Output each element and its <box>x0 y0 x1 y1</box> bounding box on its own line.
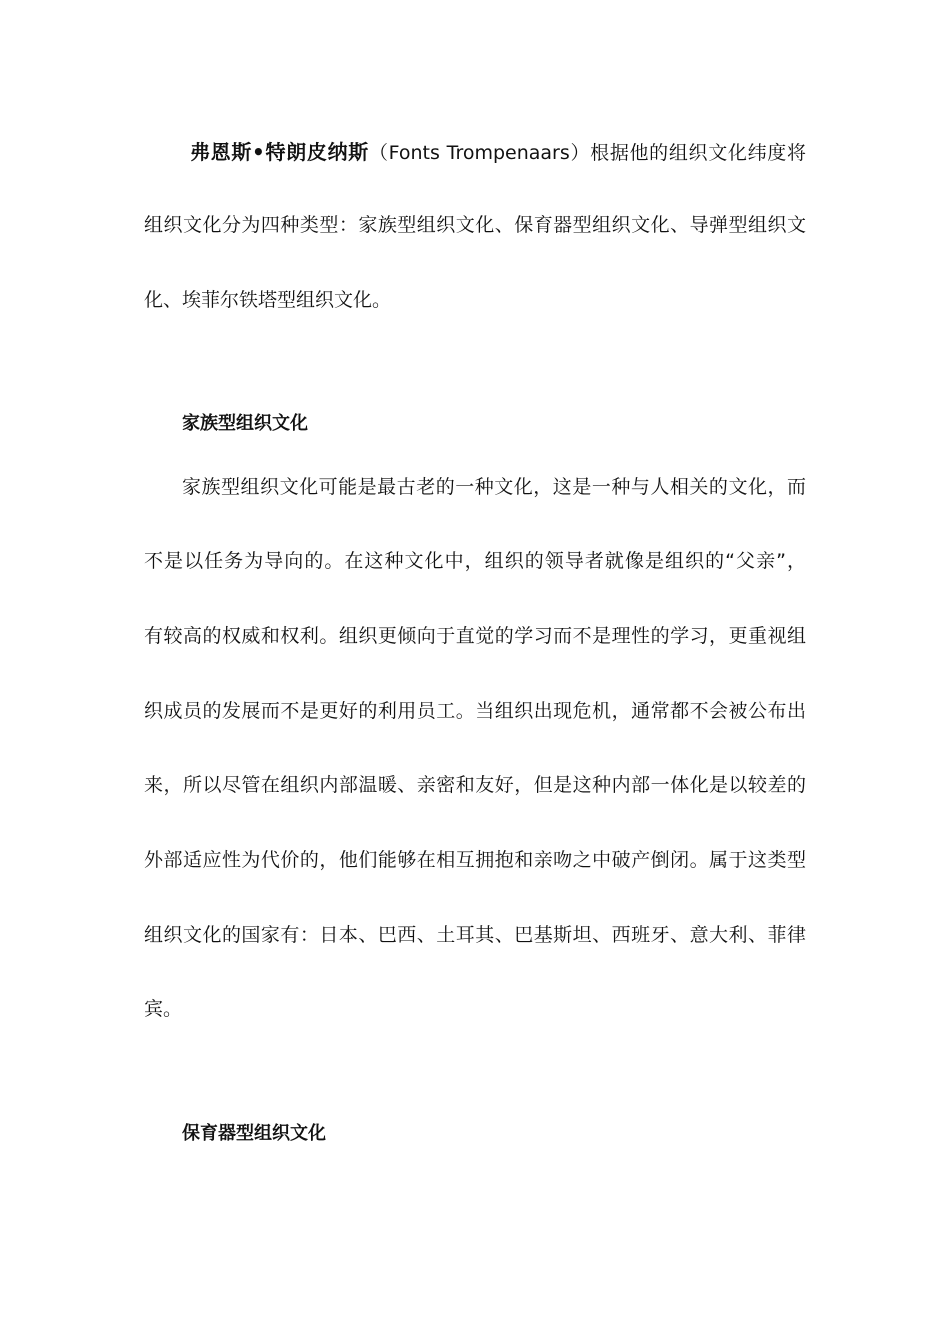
family-line-6: 外部适应性为代价的，他们能够在相互拥抱和亲吻之中破产倒闭。属于这类型 <box>144 849 806 871</box>
intro-line-1-text: （Fonts Trompenaars）根据他的组织文化纬度将 <box>368 142 806 164</box>
intro-line-1 <box>190 139 806 166</box>
family-line-5: 来，所以尽管在组织内部温暖、亲密和友好，但是这种内部一体化是以较差的 <box>144 774 806 796</box>
author-name: 弗恩斯•特朗皮纳斯 <box>190 140 369 164</box>
family-line-7: 组织文化的国家有：日本、巴西、土耳其、巴基斯坦、西班牙、意大利、菲律 <box>144 924 806 946</box>
intro-line-3: 化、埃菲尔铁塔型组织文化。 <box>144 289 392 311</box>
intro-line-2: 组织文化分为四种类型：家族型组织文化、保育器型组织文化、导弹型组织文 <box>144 214 806 236</box>
section-heading-incubator: 保育器型组织文化 <box>182 1123 326 1144</box>
family-line-2: 不是以任务为导向的。在这种文化中，组织的领导者就像是组织的“父亲”， <box>144 550 806 572</box>
family-line-4: 织成员的发展而不是更好的利用员工。当组织出现危机，通常都不会被公布出 <box>144 700 806 722</box>
family-line-8: 宾。 <box>144 998 183 1020</box>
family-line-3: 有较高的权威和权利。组织更倾向于直觉的学习而不是理性的学习，更重视组 <box>144 625 806 647</box>
section-heading-family: 家族型组织文化 <box>182 413 308 434</box>
family-line-1: 家族型组织文化可能是最古老的一种文化，这是一种与人相关的文化，而 <box>182 476 806 498</box>
